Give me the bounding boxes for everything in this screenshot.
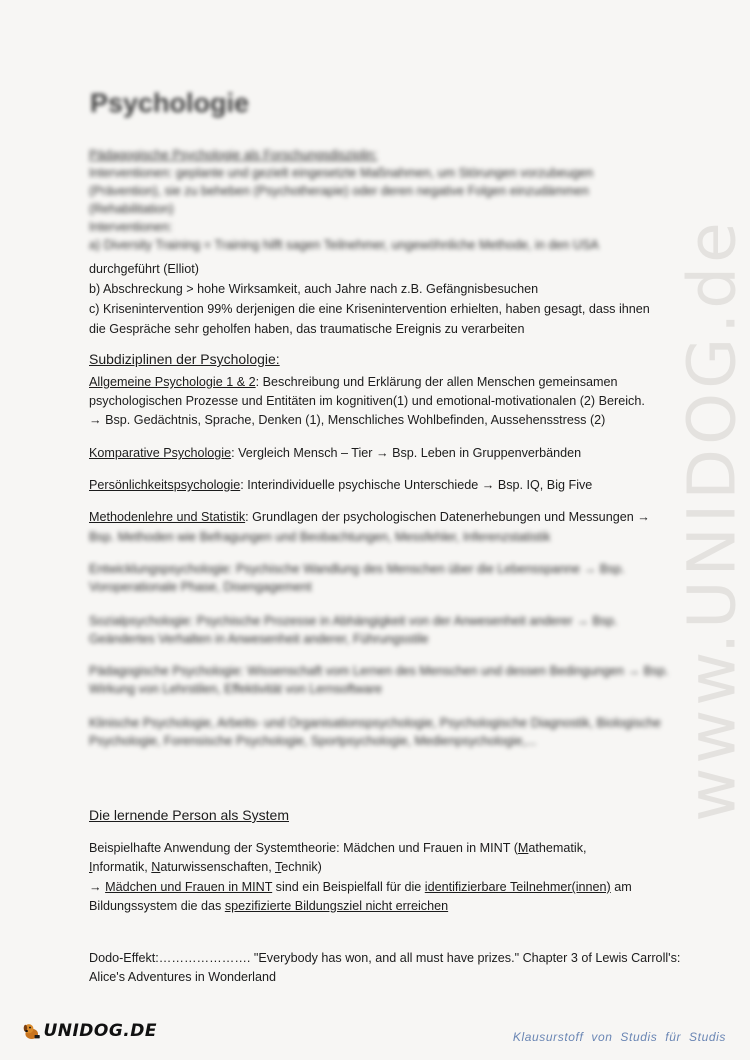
- page-title: Psychologie: [90, 88, 250, 118]
- paed-line-1: Pädagogische Psychologie: Wissenschaft vom Lernen des Menschen und dessen Bedingungen → Bsp.: [89, 664, 669, 678]
- soz-line-1: Sozialpsychologie: Psychische Prozesse in Abhängigkeit von der Anwesenheit anderer → Bsp.: [89, 614, 618, 628]
- soz-line-2: Geändertes Verhalten in Anwesenheit anderer, Führungsstile: [89, 632, 429, 646]
- allg-psych-line-3: → Bsp. Gedächtnis, Sprache, Denken (1), Menschliches Wohlbefinden, Aussehensstress (2): [89, 413, 606, 427]
- system-line-2: Informatik, Naturwissenschaften, Technik): [89, 860, 322, 874]
- klin-line-2: Psychologie, Forensische Psychologie, Sportpsychologie, Medienpsychologie,...: [89, 734, 537, 748]
- entw-line-1: Entwicklungspsychologie: Psychische Wandlung des Menschen über die Lebensspanne → Bsp.: [89, 562, 625, 576]
- intro-line-4: (Rehabilitation): [89, 202, 174, 216]
- paed-line-2: Wirkung von Lehrstilen, Effektivität von Lernsoftware: [89, 682, 383, 696]
- methoden-line-1: Methodenlehre und Statistik: Grundlagen der psychologischen Datenerhebungen und Messungen →: [89, 510, 650, 524]
- section-heading-system: Die lernende Person als System: [89, 807, 289, 823]
- intro-line-10: die Gespräche sehr geholfen haben, das traumatische Ereignis zu verarbeiten: [89, 322, 525, 336]
- intro-line-9: c) Krisenintervention 99% derjenigen die eine Krisenintervention erhielten, haben gesagt, dass ihnen: [89, 302, 650, 316]
- system-line-4: Bildungssystem die das spezifizierte Bildungsziel nicht erreichen: [89, 899, 449, 913]
- intro-line-5: Interventionen:: [89, 220, 173, 234]
- intro-line-7: durchgeführt (Elliot): [89, 262, 199, 276]
- allg-psych-line-2: psychologischen Prozesse und Entitäten im kognitiven(1) und emotional-motivationalen (2) Bereich.: [89, 394, 645, 408]
- methoden-line-2: Bsp. Methoden wie Befragungen und Beobachtungen, Messfehler, Inferenzstatistik: [89, 530, 551, 544]
- section-heading-subdisciplines: Subdiziplinen der Psychologie:: [89, 351, 280, 367]
- unidog-logo: [22, 1012, 157, 1050]
- footer-tagline: Klausurstoff von Studis für Studis: [512, 1030, 726, 1044]
- intro-line-1: Pädagogische Psychologie als Forschungsdisziplin:: [89, 148, 378, 162]
- intro-line-2: Interventionen: geplante und gezielt eingesetzte Maßnahmen, um Störungen vorzubeugen: [89, 166, 594, 180]
- intro-line-3: (Prävention), sie zu beheben (Psychotherapie) oder deren negative Folgen einzudämmen: [89, 184, 589, 198]
- system-line-3: → Mädchen und Frauen in MINT sind ein Beispielfall für die identifizierbare Teilnehmer(innen) am: [89, 880, 632, 894]
- entw-line-2: Voroperationale Phase, Disengagement: [89, 580, 312, 594]
- komp-psych-line: Komparative Psychologie: Vergleich Mensch – Tier → Bsp. Leben in Gruppenverbänden: [89, 446, 582, 460]
- dodo-line-2: Alice's Adventures in Wonderland: [89, 970, 276, 984]
- system-line-1: Beispielhafte Anwendung der Systemtheorie: Mädchen und Frauen in MINT (Mathematik,: [89, 841, 587, 855]
- intro-line-6: a) Diversity Training = Training hilft sagen Teilnehmer, ungewöhnliche Methode, in den USA: [89, 238, 599, 252]
- dog-icon: [22, 1014, 41, 1048]
- logo-text: UNIDOG.DE: [43, 1021, 157, 1041]
- klin-line-1: Klinische Psychologie, Arbeits- und Organisationspsychologie, Psychologische Diagnostik, Biologische: [89, 716, 661, 730]
- allg-psych-line-1: Allgemeine Psychologie 1 & 2: Beschreibung und Erklärung der allen Menschen gemeinsamen: [89, 375, 618, 389]
- intro-line-8: b) Abschreckung > hohe Wirksamkeit, auch Jahre nach z.B. Gefängnisbesuchen: [89, 282, 539, 296]
- watermark: www.UNIDOG.de: [673, 218, 750, 822]
- pers-psych-line: Persönlichkeitspsychologie: Interindividuelle psychische Unterschiede → Bsp. IQ, Big Five: [89, 478, 593, 492]
- dodo-line-1: Dodo-Effekt:…………………. "Everybody has won, and all must have prizes." Chapter 3 of Lewis Carroll's:: [89, 951, 681, 965]
